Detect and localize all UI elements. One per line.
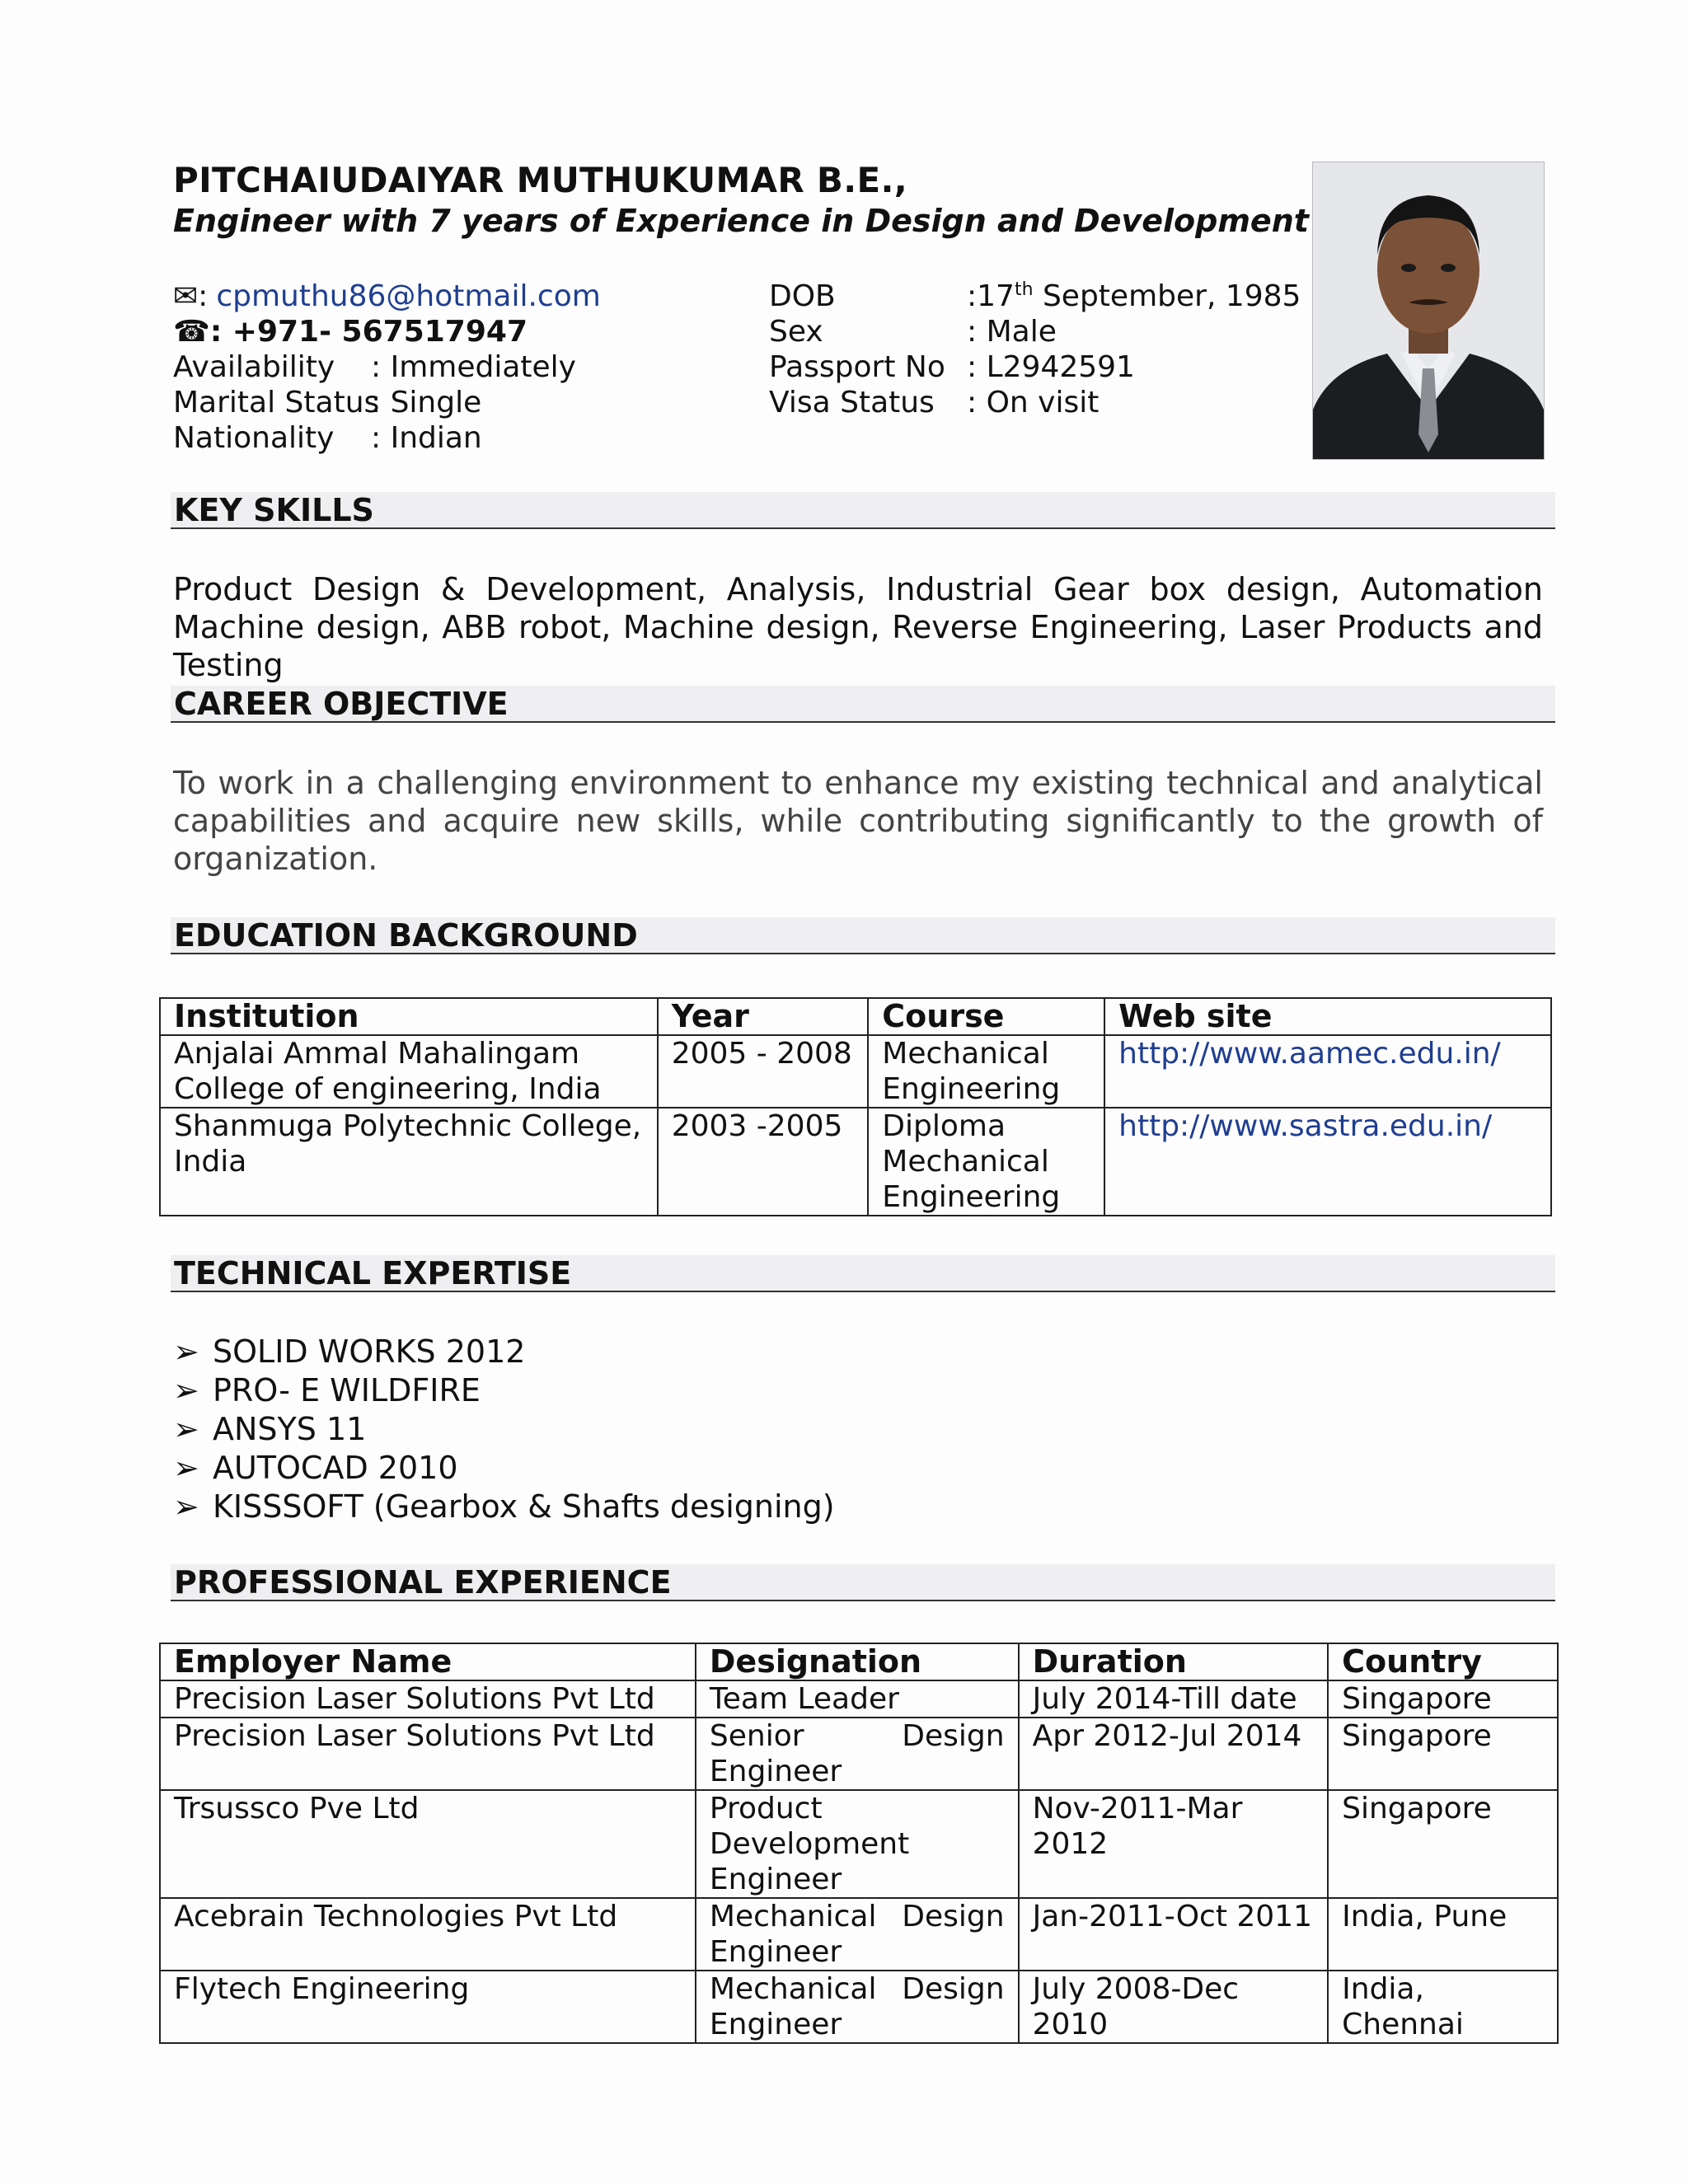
country-cell: India, Pune [1328,1898,1558,1971]
nationality-label: Nationality [173,421,335,455]
list-item: ➢ AUTOCAD 2010 [173,1450,458,1486]
year-cell: 2005 - 2008 [658,1035,869,1108]
employer-cell: Trsussco Pve Ltd [160,1790,696,1898]
employer-cell: Flytech Engineering [160,1971,696,2043]
table-header-row [160,1643,1558,1680]
nationality-value: : Indian [371,421,482,455]
designation-cell: Mechanical Design Engineer [696,1971,1019,2043]
column-header: Institution [160,998,658,1035]
availability-label: Availability [173,350,335,384]
arrow-bullet-icon: ➢ [173,1333,199,1370]
profile-photo [1312,162,1545,460]
availability-value: : Immediately [371,350,576,384]
dob-label: DOB [769,279,836,313]
experience-table [159,1643,1559,2044]
personal-info-right [769,279,1301,420]
key-skills-text: Product Design & Development, Analysis, Industrial Gear box design, Automation Machine design, ABB robot, Machine design, Reverse Engineering, Laser Products and Testing [173,571,1543,683]
visa-status-row [769,385,1301,420]
availability-row [173,349,601,385]
education-table [159,997,1552,1216]
column-header: Designation [696,1643,1019,1680]
column-header: Year [658,998,869,1035]
country-cell: Singapore [1328,1718,1558,1790]
career-objective-heading: CAREER OBJECTIVE [171,686,1555,723]
duration-cell: July 2014-Till date [1019,1680,1329,1718]
column-header: Country [1328,1643,1558,1680]
list-item: ➢ KISSSOFT (Gearbox & Shafts designing) [173,1488,835,1525]
table-row [160,1108,1551,1216]
passport-label: Passport No [769,350,945,384]
course-cell: Mechanical Engineering [868,1035,1104,1108]
list-item: ➢ PRO- E WILDFIRE [173,1372,481,1408]
course-cell: Diploma Mechanical Engineering [868,1108,1104,1216]
institution-cell: Shanmuga Polytechnic College, India [160,1108,658,1216]
column-header: Course [868,998,1104,1035]
visa-status-value: : On visit [967,386,1100,419]
arrow-bullet-icon: ➢ [173,1450,199,1486]
sex-value: : Male [967,315,1057,349]
country-cell: India, Chennai [1328,1971,1558,2043]
email-link[interactable]: cpmuthu86@hotmail.com [216,279,601,313]
table-header-row [160,998,1551,1035]
passport-row [769,349,1301,385]
designation-cell: Product Development Engineer [696,1790,1019,1898]
envelope-icon: ✉ [173,279,199,313]
arrow-bullet-icon: ➢ [173,1411,199,1447]
designation-cell: Team Leader [696,1680,1019,1718]
designation-cell: Mechanical Design Engineer [696,1898,1019,1971]
table-row [160,1898,1558,1971]
candidate-subtitle: Engineer with 7 years of Experience in Design and Development [173,203,1309,239]
duration-cell: July 2008-Dec 2010 [1019,1971,1329,2043]
column-header: Employer Name [160,1643,696,1680]
employer-cell: Precision Laser Solutions Pvt Ltd [160,1680,696,1718]
sex-label: Sex [769,315,823,349]
marital-status-row [173,385,601,420]
employer-cell: Acebrain Technologies Pvt Ltd [160,1898,696,1971]
country-cell: Singapore [1328,1680,1558,1718]
country-cell: Singapore [1328,1790,1558,1898]
visa-status-label: Visa Status [769,386,935,419]
column-header: Web site [1104,998,1551,1035]
key-skills-heading: KEY SKILLS [171,492,1555,529]
institution-cell: Anjalai Ammal Mahalingam College of engineering, India [160,1035,658,1108]
email-prefix: : [198,279,209,313]
marital-status-label: Marital Status [173,386,380,419]
professional-experience-heading: PROFESSIONAL EXPERIENCE [171,1564,1555,1601]
list-item: ➢ SOLID WORKS 2012 [173,1333,526,1370]
dob-value: :17th September, 1985 [967,279,1301,313]
technical-list [173,1333,835,1526]
table-row [160,1718,1558,1790]
phone-number: : +971- 567517947 [209,315,528,349]
arrow-bullet-icon: ➢ [173,1488,199,1525]
table-row [160,1971,1558,2043]
arrow-bullet-icon: ➢ [173,1372,199,1408]
sex-row [769,314,1301,349]
designation-cell: Senior Design Engineer [696,1718,1019,1790]
nationality-row [173,420,601,456]
career-objective-text: To work in a challenging environment to enhance my existing technical and analytical capabilities and acquire new skills, while contributing significantly to the growth of organization. [173,765,1543,877]
education-heading: EDUCATION BACKGROUND [171,917,1555,954]
technical-expertise-heading: TECHNICAL EXPERTISE [171,1255,1555,1292]
contact-info-left [173,279,601,456]
marital-status-value: : Single [371,386,482,419]
candidate-name: PITCHAIUDAIYAR MUTHUKUMAR B.E., [173,160,907,200]
email-row [173,279,601,314]
dob-row [769,279,1301,314]
website-link[interactable]: http://www.aamec.edu.in/ [1104,1035,1551,1108]
table-row [160,1790,1558,1898]
duration-cell: Jan-2011-Oct 2011 [1019,1898,1329,1971]
website-link[interactable]: http://www.sastra.edu.in/ [1104,1108,1551,1216]
duration-cell: Nov-2011-Mar 2012 [1019,1790,1329,1898]
table-row [160,1680,1558,1718]
list-item: ➢ ANSYS 11 [173,1411,367,1447]
telephone-icon: ☎ [173,315,210,349]
employer-cell: Precision Laser Solutions Pvt Ltd [160,1718,696,1790]
passport-value: : L2942591 [967,350,1135,384]
column-header: Duration [1019,1643,1329,1680]
year-cell: 2003 -2005 [658,1108,869,1216]
phone-row [173,314,601,349]
table-row [160,1035,1551,1108]
duration-cell: Apr 2012-Jul 2014 [1019,1718,1329,1790]
